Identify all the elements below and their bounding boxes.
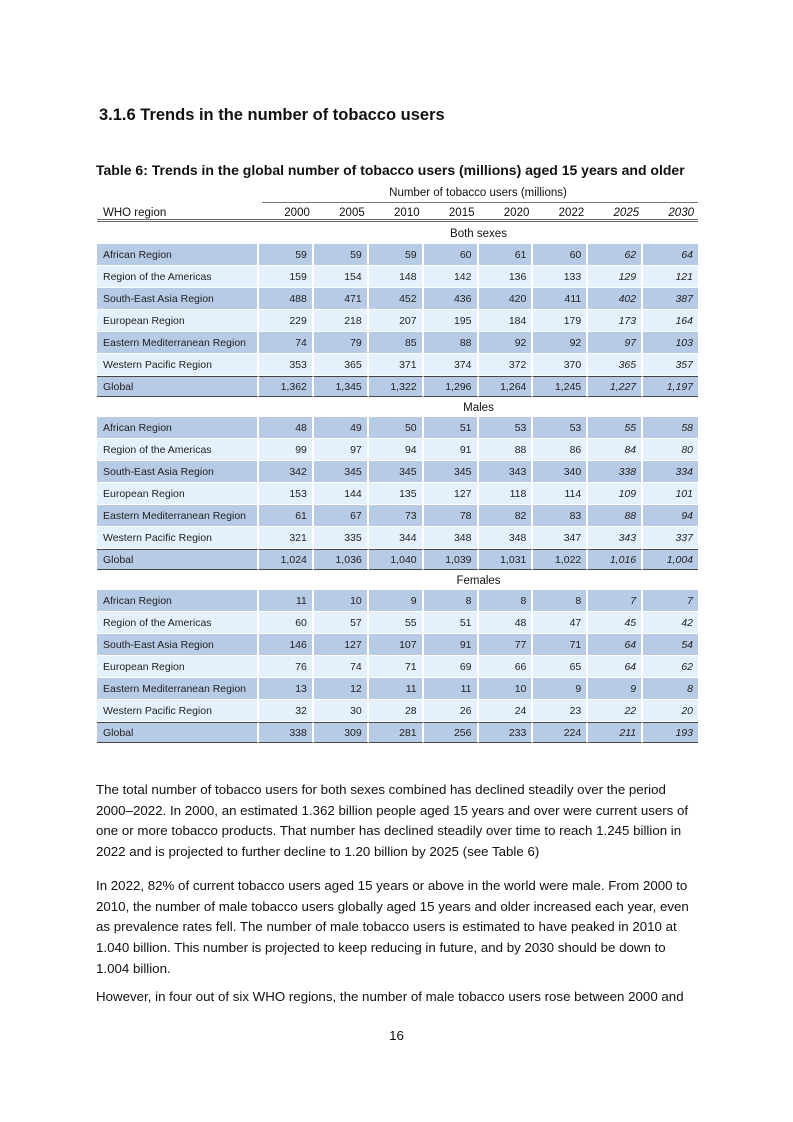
- value-cell: 88: [424, 332, 479, 354]
- value-cell: 65: [533, 656, 588, 678]
- value-cell: 436: [424, 288, 479, 310]
- value-cell: 338: [259, 722, 314, 743]
- value-cell: 101: [643, 483, 698, 505]
- region-name-cell: Western Pacific Region: [97, 700, 259, 722]
- value-cell: 10: [314, 590, 369, 612]
- region-name-cell: African Region: [97, 244, 259, 266]
- value-cell: 61: [479, 244, 534, 266]
- value-cell: 471: [314, 288, 369, 310]
- value-cell: 11: [259, 590, 314, 612]
- value-cell: 1,022: [533, 549, 588, 570]
- region-name-cell: Global: [97, 722, 259, 743]
- group-header-spacer: [97, 570, 259, 590]
- value-cell: 153: [259, 483, 314, 505]
- value-cell: 11: [424, 678, 479, 700]
- value-cell: 118: [479, 483, 534, 505]
- value-cell: 20: [643, 700, 698, 722]
- year-column-header: 2010: [369, 203, 424, 222]
- value-cell: 62: [643, 656, 698, 678]
- value-cell: 107: [369, 634, 424, 656]
- table-row: [97, 288, 698, 310]
- value-cell: 1,264: [479, 376, 534, 397]
- value-cell: 61: [259, 505, 314, 527]
- value-cell: 74: [259, 332, 314, 354]
- paragraph: The total number of tobacco users for both sexes combined has declined steadily over the period 2000–2022. In 2000, an estimated 1.362 billion people aged 15 years and over were current users of one or more tobacco products. That number has declined steadily over time to reach 1.245 billion in 2022 and is projected to further decline to 1.20 billion by 2025 (see Table 6): [96, 782, 689, 860]
- region-name-cell: South-East Asia Region: [97, 288, 259, 310]
- region-name-cell: Region of the Americas: [97, 439, 259, 461]
- value-cell: 84: [588, 439, 643, 461]
- table-row: [97, 505, 698, 527]
- value-cell: 1,039: [424, 549, 479, 570]
- group-header-spacer: [97, 397, 259, 417]
- value-cell: 335: [314, 527, 369, 549]
- value-cell: 337: [643, 527, 698, 549]
- value-cell: 374: [424, 354, 479, 376]
- value-cell: 488: [259, 288, 314, 310]
- value-cell: 154: [314, 266, 369, 288]
- value-cell: 387: [643, 288, 698, 310]
- year-column-header: 2030: [643, 203, 698, 222]
- value-cell: 114: [533, 483, 588, 505]
- value-cell: 59: [369, 244, 424, 266]
- value-cell: 334: [643, 461, 698, 483]
- group-title: Males: [463, 402, 494, 414]
- tobacco-users-table: [97, 203, 698, 743]
- region-name-cell: European Region: [97, 483, 259, 505]
- value-cell: 47: [533, 612, 588, 634]
- value-cell: 92: [533, 332, 588, 354]
- value-cell: 8: [424, 590, 479, 612]
- value-cell: 1,227: [588, 376, 643, 397]
- value-cell: 365: [588, 354, 643, 376]
- group-header-row: [97, 222, 698, 244]
- value-cell: 54: [643, 634, 698, 656]
- value-cell: 340: [533, 461, 588, 483]
- value-cell: 179: [533, 310, 588, 332]
- value-cell: 345: [424, 461, 479, 483]
- value-cell: 64: [588, 656, 643, 678]
- value-cell: 127: [424, 483, 479, 505]
- value-cell: 233: [479, 722, 534, 743]
- value-cell: 148: [369, 266, 424, 288]
- value-cell: 32: [259, 700, 314, 722]
- region-column-header: WHO region: [97, 203, 259, 222]
- value-cell: 411: [533, 288, 588, 310]
- value-cell: 127: [314, 634, 369, 656]
- value-cell: 142: [424, 266, 479, 288]
- value-cell: 10: [479, 678, 534, 700]
- value-cell: 51: [424, 612, 479, 634]
- global-total-row: [97, 376, 698, 397]
- value-cell: 370: [533, 354, 588, 376]
- value-cell: 1,322: [369, 376, 424, 397]
- group-header-spacer: [97, 222, 259, 244]
- paragraph: In 2022, 82% of current tobacco users aged 15 years or above in the world were male. From 2000 to 2010, the number of male tobacco users globally aged 15 years and older increased each year, even as prevalence rates fell. The number of male tobacco users is estimated to have peaked in 2010 at 1.040 billion. This number is projected to keep reducing in future, and by 2030 should be down to 1.004 billion.: [96, 878, 689, 976]
- value-cell: 129: [588, 266, 643, 288]
- value-cell: 8: [533, 590, 588, 612]
- value-cell: 348: [479, 527, 534, 549]
- value-cell: 357: [643, 354, 698, 376]
- year-column-header: 2020: [479, 203, 534, 222]
- value-cell: 85: [369, 332, 424, 354]
- value-cell: 66: [479, 656, 534, 678]
- table-header-row: [97, 203, 698, 222]
- value-cell: 1,004: [643, 549, 698, 570]
- value-cell: 184: [479, 310, 534, 332]
- value-cell: 48: [479, 612, 534, 634]
- value-cell: 24: [479, 700, 534, 722]
- value-cell: 82: [479, 505, 534, 527]
- section-heading: 3.1.6 Trends in the number of tobacco users: [99, 106, 445, 124]
- value-cell: 23: [533, 700, 588, 722]
- value-cell: 159: [259, 266, 314, 288]
- region-name-cell: Eastern Mediterranean Region: [97, 505, 259, 527]
- value-cell: 1,197: [643, 376, 698, 397]
- region-name-cell: South-East Asia Region: [97, 461, 259, 483]
- value-cell: 420: [479, 288, 534, 310]
- region-name-cell: Eastern Mediterranean Region: [97, 678, 259, 700]
- value-cell: 144: [314, 483, 369, 505]
- table-row: [97, 483, 698, 505]
- table-units-label: Number of tobacco users (millions): [389, 187, 567, 199]
- value-cell: 146: [259, 634, 314, 656]
- region-name-cell: Western Pacific Region: [97, 527, 259, 549]
- value-cell: 1,245: [533, 376, 588, 397]
- value-cell: 71: [533, 634, 588, 656]
- value-cell: 348: [424, 527, 479, 549]
- value-cell: 1,040: [369, 549, 424, 570]
- table-row: [97, 417, 698, 439]
- value-cell: 86: [533, 439, 588, 461]
- table-row: [97, 590, 698, 612]
- paragraph: However, in four out of six WHO regions, the number of male tobacco users rose between 2000 and: [96, 989, 684, 1004]
- value-cell: 12: [314, 678, 369, 700]
- value-cell: 77: [479, 634, 534, 656]
- value-cell: 51: [424, 417, 479, 439]
- table-row: [97, 244, 698, 266]
- value-cell: 103: [643, 332, 698, 354]
- value-cell: 229: [259, 310, 314, 332]
- value-cell: 345: [314, 461, 369, 483]
- value-cell: 7: [588, 590, 643, 612]
- value-cell: 342: [259, 461, 314, 483]
- value-cell: 91: [424, 634, 479, 656]
- group-title: Both sexes: [450, 228, 507, 240]
- value-cell: 97: [588, 332, 643, 354]
- table-row: [97, 527, 698, 549]
- table-row: [97, 612, 698, 634]
- value-cell: 78: [424, 505, 479, 527]
- value-cell: 136: [479, 266, 534, 288]
- value-cell: 97: [314, 439, 369, 461]
- table-row: [97, 439, 698, 461]
- value-cell: 338: [588, 461, 643, 483]
- year-column-header: 2000: [259, 203, 314, 222]
- value-cell: 8: [479, 590, 534, 612]
- value-cell: 1,296: [424, 376, 479, 397]
- value-cell: 28: [369, 700, 424, 722]
- year-column-header: 2005: [314, 203, 369, 222]
- value-cell: 94: [369, 439, 424, 461]
- value-cell: 135: [369, 483, 424, 505]
- value-cell: 64: [588, 634, 643, 656]
- value-cell: 173: [588, 310, 643, 332]
- value-cell: 365: [314, 354, 369, 376]
- table-row: [97, 354, 698, 376]
- value-cell: 59: [259, 244, 314, 266]
- value-cell: 71: [369, 656, 424, 678]
- year-column-header: 2022: [533, 203, 588, 222]
- region-name-cell: Western Pacific Region: [97, 354, 259, 376]
- value-cell: 343: [479, 461, 534, 483]
- page-number: 16: [389, 1028, 404, 1043]
- value-cell: 92: [479, 332, 534, 354]
- table-row: [97, 310, 698, 332]
- value-cell: 343: [588, 527, 643, 549]
- value-cell: 1,016: [588, 549, 643, 570]
- value-cell: 1,362: [259, 376, 314, 397]
- value-cell: 69: [424, 656, 479, 678]
- year-column-header: 2015: [424, 203, 479, 222]
- value-cell: 80: [643, 439, 698, 461]
- value-cell: 109: [588, 483, 643, 505]
- value-cell: 94: [643, 505, 698, 527]
- region-name-cell: Region of the Americas: [97, 266, 259, 288]
- value-cell: 195: [424, 310, 479, 332]
- value-cell: 353: [259, 354, 314, 376]
- value-cell: 1,031: [479, 549, 534, 570]
- value-cell: 30: [314, 700, 369, 722]
- value-cell: 74: [314, 656, 369, 678]
- value-cell: 64: [643, 244, 698, 266]
- value-cell: 88: [479, 439, 534, 461]
- value-cell: 79: [314, 332, 369, 354]
- value-cell: 45: [588, 612, 643, 634]
- value-cell: 60: [533, 244, 588, 266]
- value-cell: 211: [588, 722, 643, 743]
- value-cell: 49: [314, 417, 369, 439]
- table-row: [97, 461, 698, 483]
- value-cell: 13: [259, 678, 314, 700]
- value-cell: 1,345: [314, 376, 369, 397]
- region-name-cell: South-East Asia Region: [97, 634, 259, 656]
- global-total-row: [97, 722, 698, 743]
- value-cell: 345: [369, 461, 424, 483]
- region-name-cell: Eastern Mediterranean Region: [97, 332, 259, 354]
- value-cell: 67: [314, 505, 369, 527]
- value-cell: 218: [314, 310, 369, 332]
- region-name-cell: Global: [97, 549, 259, 570]
- year-column-header: 2025: [588, 203, 643, 222]
- value-cell: 53: [533, 417, 588, 439]
- value-cell: 22: [588, 700, 643, 722]
- global-total-row: [97, 549, 698, 570]
- table-caption: Table 6: Trends in the global number of tobacco users (millions) aged 15 years and older: [96, 162, 685, 178]
- value-cell: 99: [259, 439, 314, 461]
- value-cell: 60: [259, 612, 314, 634]
- value-cell: 8: [643, 678, 698, 700]
- value-cell: 164: [643, 310, 698, 332]
- value-cell: 371: [369, 354, 424, 376]
- value-cell: 193: [643, 722, 698, 743]
- value-cell: 62: [588, 244, 643, 266]
- region-name-cell: African Region: [97, 590, 259, 612]
- value-cell: 309: [314, 722, 369, 743]
- table-row: [97, 266, 698, 288]
- value-cell: 402: [588, 288, 643, 310]
- region-name-cell: Global: [97, 376, 259, 397]
- value-cell: 256: [424, 722, 479, 743]
- table-body: [97, 222, 698, 743]
- region-name-cell: European Region: [97, 656, 259, 678]
- value-cell: 88: [588, 505, 643, 527]
- table-row: [97, 332, 698, 354]
- value-cell: 347: [533, 527, 588, 549]
- value-cell: 1,036: [314, 549, 369, 570]
- value-cell: 9: [588, 678, 643, 700]
- value-cell: 281: [369, 722, 424, 743]
- value-cell: 321: [259, 527, 314, 549]
- value-cell: 42: [643, 612, 698, 634]
- value-cell: 55: [588, 417, 643, 439]
- group-title: Females: [456, 575, 501, 587]
- table-row: [97, 656, 698, 678]
- value-cell: 207: [369, 310, 424, 332]
- value-cell: 121: [643, 266, 698, 288]
- value-cell: 50: [369, 417, 424, 439]
- region-name-cell: African Region: [97, 417, 259, 439]
- value-cell: 224: [533, 722, 588, 743]
- value-cell: 9: [533, 678, 588, 700]
- value-cell: 7: [643, 590, 698, 612]
- value-cell: 133: [533, 266, 588, 288]
- value-cell: 60: [424, 244, 479, 266]
- value-cell: 9: [369, 590, 424, 612]
- value-cell: 53: [479, 417, 534, 439]
- value-cell: 452: [369, 288, 424, 310]
- table-row: [97, 678, 698, 700]
- region-name-cell: Region of the Americas: [97, 612, 259, 634]
- value-cell: 57: [314, 612, 369, 634]
- value-cell: 58: [643, 417, 698, 439]
- table-row: [97, 700, 698, 722]
- value-cell: 11: [369, 678, 424, 700]
- value-cell: 76: [259, 656, 314, 678]
- table-row: [97, 634, 698, 656]
- value-cell: 83: [533, 505, 588, 527]
- group-header-row: [97, 397, 698, 417]
- value-cell: 91: [424, 439, 479, 461]
- value-cell: 55: [369, 612, 424, 634]
- value-cell: 48: [259, 417, 314, 439]
- value-cell: 372: [479, 354, 534, 376]
- value-cell: 1,024: [259, 549, 314, 570]
- value-cell: 59: [314, 244, 369, 266]
- region-name-cell: European Region: [97, 310, 259, 332]
- value-cell: 344: [369, 527, 424, 549]
- value-cell: 73: [369, 505, 424, 527]
- group-header-row: [97, 570, 698, 590]
- value-cell: 26: [424, 700, 479, 722]
